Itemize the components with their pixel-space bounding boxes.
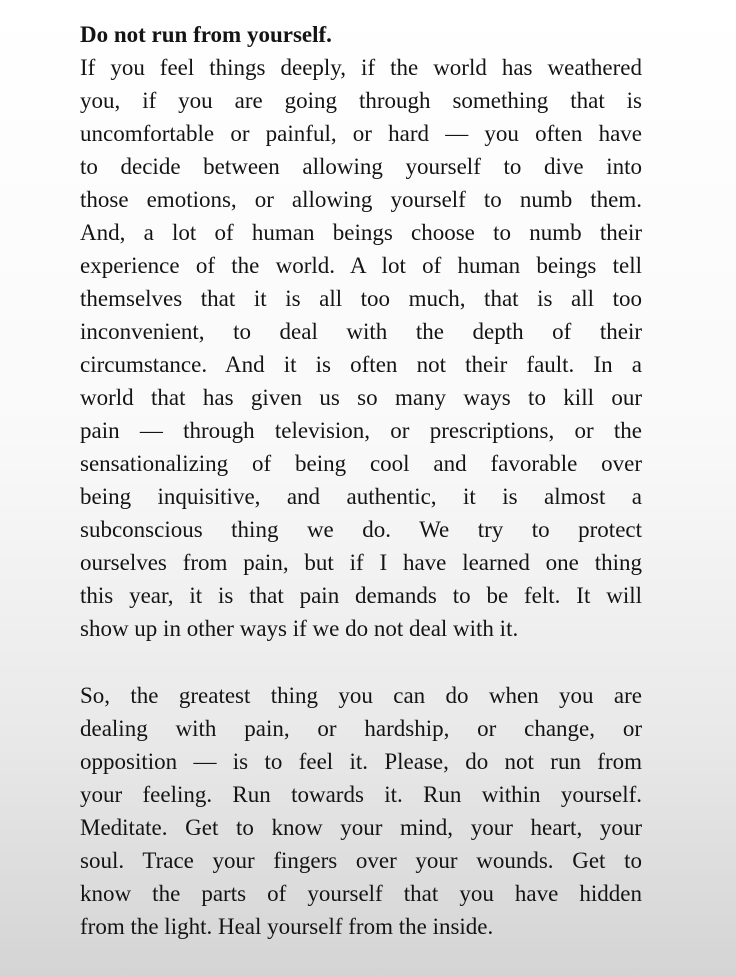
text-line: to decide between allowing yourself to dive into — [80, 154, 642, 179]
text-line: inconvenient, to deal with the depth of their — [80, 319, 642, 344]
text-line: your feeling. Run towards it. Run within yourself. — [80, 782, 642, 807]
text-line: being inquisitive, and authentic, it is almost a — [80, 484, 642, 509]
text-line: And, a lot of human beings choose to numb their — [80, 220, 642, 245]
text-line: Meditate. Get to know your mind, your heart, your — [80, 815, 642, 840]
text-line: from the light. Heal yourself from the inside. — [80, 914, 494, 939]
text-line: world that has given us so many ways to kill our — [80, 385, 642, 410]
text-line: opposition — is to feel it. Please, do not run from — [80, 749, 642, 774]
paragraph-gap — [80, 645, 642, 679]
text-line: soul. Trace your fingers over your wounds. Get to — [80, 848, 642, 873]
paragraph-2 — [80, 679, 642, 943]
text-line: themselves that it is all too much, that is all too — [80, 286, 642, 311]
text-line: So, the greatest thing you can do when you are — [80, 683, 642, 708]
text-line: experience of the world. A lot of human beings tell — [80, 253, 642, 278]
text-line: this year, it is that pain demands to be felt. It will — [80, 583, 642, 608]
text-line: If you feel things deeply, if the world has weathered — [80, 55, 642, 80]
text-line: circumstance. And it is often not their fault. In a — [80, 352, 642, 377]
text-line: pain — through television, or prescriptions, or the — [80, 418, 642, 443]
text-line: show up in other ways if we do not deal with it. — [80, 616, 519, 641]
text-line: you, if you are going through something that is — [80, 88, 642, 113]
text-line: uncomfortable or painful, or hard — you often have — [80, 121, 642, 146]
text-line: those emotions, or allowing yourself to numb them. — [80, 187, 642, 212]
text-line: sensationalizing of being cool and favorable over — [80, 451, 642, 476]
text-line: subconscious thing we do. We try to protect — [80, 517, 642, 542]
text-line: dealing with pain, or hardship, or change, or — [80, 716, 642, 741]
text-line: know the parts of yourself that you have hidden — [80, 881, 642, 906]
document-title: Do not run from yourself. — [80, 22, 332, 47]
paragraph-1 — [80, 51, 642, 645]
text-line: ourselves from pain, but if I have learned one thing — [80, 550, 642, 575]
